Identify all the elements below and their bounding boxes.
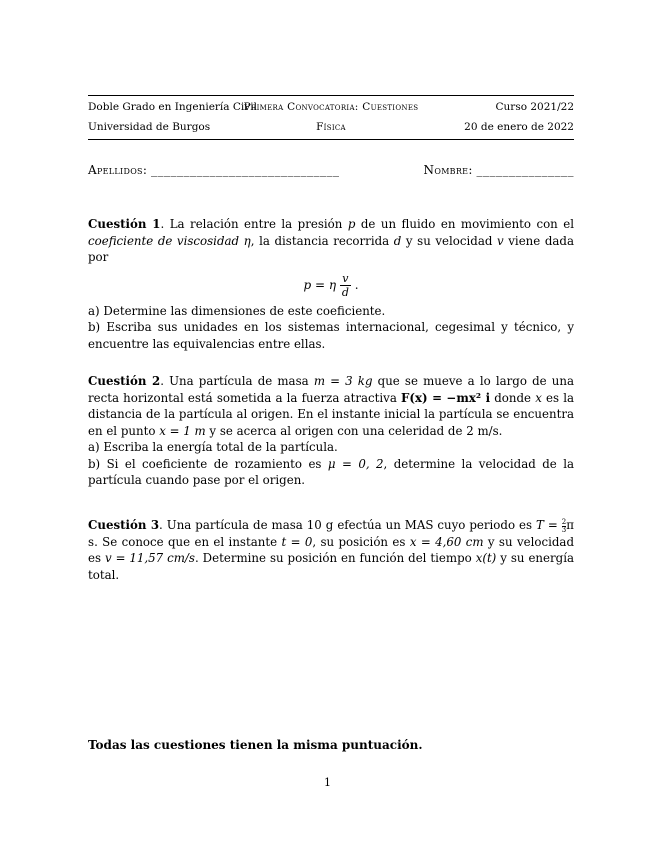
- exam-title: Primera Convocatoria: Cuestiones: [243, 101, 419, 113]
- university-name: Universidad de Burgos: [88, 121, 211, 133]
- period-fraction: $\frac{2}{3}$: [561, 517, 567, 534]
- nombre-field[interactable]: _______________: [476, 163, 574, 177]
- question-3-statement: Cuestión 3. Una partícula de masa 10 g efectúa un MAS cuyo periodo es T = $\frac{2}{3}$ π s. Se conoce que en el instante t = 0, su posición es x = 4,60 cm y su velocidad es v = 11,57 cm/s. Determine su posición en función del tiempo x(t) y su energía total.: [88, 517, 574, 582]
- apellidos-label: Apellidos:: [88, 163, 148, 177]
- page-number: 1: [324, 776, 331, 789]
- question-3-title: Cuestión 3: [88, 518, 160, 532]
- nombre-label: Nombre:: [423, 163, 473, 177]
- degree-name: Doble Grado en Ingeniería Civil: [88, 101, 257, 113]
- question-2-title: Cuestión 2: [88, 374, 161, 388]
- header-bottom-rule: [88, 139, 574, 140]
- student-name-row: [88, 163, 574, 177]
- viscosity-formula: p = η $\frac{v}{d}$ .: [303, 271, 359, 299]
- question-1-statement: Cuestión 1. La relación entre la presión p de un fluido en movimiento con el coeficiente de viscosidad η, la distancia recorrida d y su velocidad v viene dada por: [88, 217, 574, 264]
- question-3: [88, 517, 574, 583]
- question-1-title: Cuestión 1: [88, 217, 161, 231]
- question-2: [88, 373, 574, 489]
- formula-fraction: $\frac{v}{d}$: [341, 271, 349, 299]
- question-2-part-b: b) Si el coeficiente de rozamiento es μ = 0, 2, determine la velocidad de la partícula cuando pase por el origen.: [88, 456, 575, 487]
- apellidos-field[interactable]: _____________________________: [151, 163, 340, 177]
- question-1: [88, 216, 574, 352]
- header-top-rule: [88, 95, 574, 96]
- question-2-statement: Cuestión 2. Una partícula de masa m = 3 kg que se mueve a lo largo de una recta horizontal está sometida a la fuerza atractiva F(x) = −mx² i donde x es la distancia de la partícula al origen. En el instante inicial la partícula se encuentra en el punto x = 1 m y se acerca al origen con una celeridad de 2 m/s.: [88, 374, 575, 438]
- question-1-part-b: b) Escriba sus unidades en los sistemas internacional, cegesimal y técnico, y encuentre las equivalencias entre ellas.: [88, 320, 574, 351]
- question-2-part-a: a) Escriba la energía total de la partícula.: [88, 440, 338, 454]
- exam-date: 20 de enero de 2022: [464, 121, 574, 133]
- course-year: Curso 2021/22: [495, 101, 574, 113]
- scoring-note: Todas las cuestiones tienen la misma puntuación.: [88, 738, 423, 752]
- header: [88, 101, 574, 135]
- question-1-part-a: a) Determine las dimensiones de este coeficiente.: [88, 303, 386, 318]
- subject-name: Física: [316, 121, 346, 133]
